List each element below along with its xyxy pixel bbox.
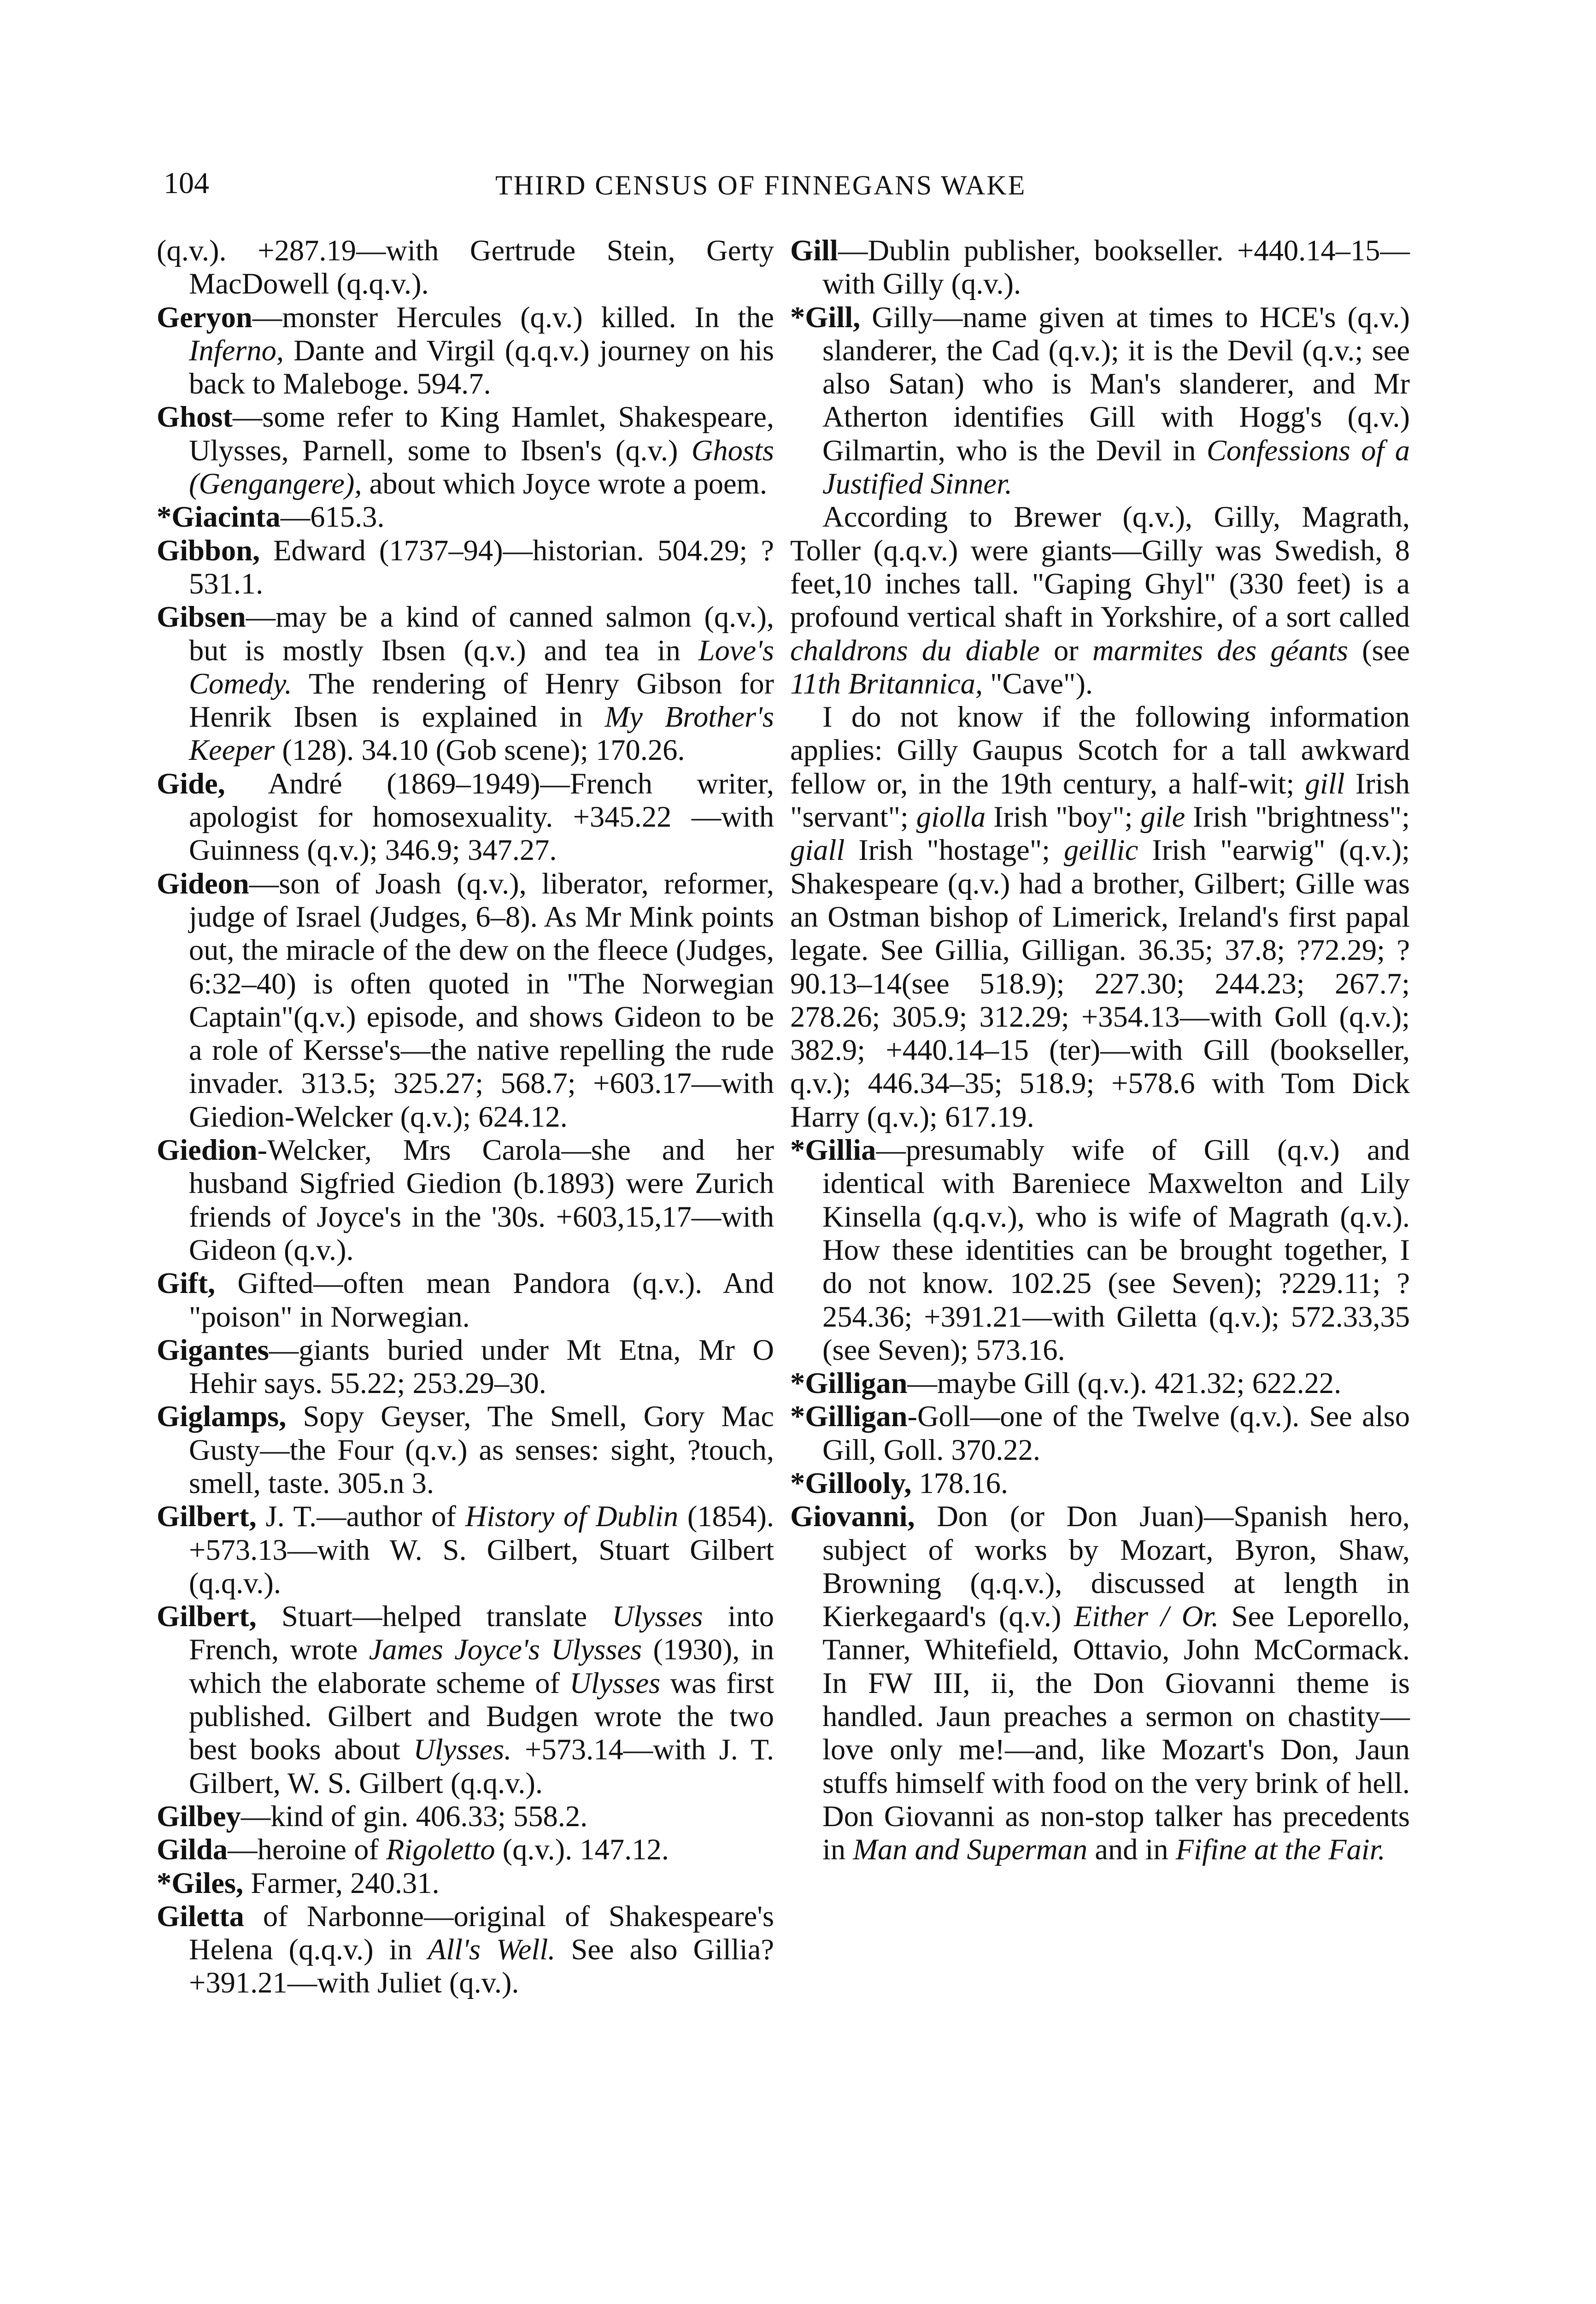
entry-paragraph [790,500,1410,700]
entry-text: -Welcker, Mrs Carola—she and her husband Sigfried Giedion (b.1893) were Zurich friends of Joyce's in the '30s. +603,15,17—with Gideon (q.v.). [189,1134,774,1266]
glossary-entry [157,1267,774,1334]
glossary-entry [790,1134,1410,1367]
entry-text: —heroine of Rigoletto (q.v.). 147.12. [228,1833,669,1866]
glossary-entry [157,1400,774,1500]
glossary-entry [790,1367,1410,1400]
glossary-entry [157,534,774,601]
entry-headword: Gilbert, [157,1500,257,1533]
entry-headword: *Giacinta [157,500,281,534]
glossary-entry [790,234,1410,301]
entry-text: —615.3. [280,500,385,534]
entry-text: Gilly—name given at times to HCE's (q.v.) slanderer, the Cad (q.v.); it is the Devil (q.v.; see also Satan) who is Man's slanderer, and Mr Atherton identifies Gill with Hogg's (q.v.) Gilmartin, who is the Devil in Confessions of a Justified Sinner. [822,300,1410,500]
right-column [790,234,1410,1867]
entry-headword: Gilda [157,1833,228,1866]
entry-headword: Gilbey [157,1799,241,1833]
glossary-entry [157,1500,774,1600]
entry-paragraph [790,700,1410,1134]
entry-text: (q.v.). +287.19—with Gertrude Stein, Gerty MacDowell (q.q.v.). [157,234,774,300]
glossary-entry [157,1833,774,1866]
entry-text: —monster Hercules (q.v.) killed. In the Inferno, Dante and Virgil (q.q.v.) journey on his back to Maleboge. 594.7. [189,300,774,400]
glossary-entry [157,234,774,301]
entry-headword: Gill [790,234,838,267]
glossary-entry [157,1134,774,1267]
entry-text: 178.16. [911,1466,1009,1499]
entry-headword: Giovanni, [790,1500,915,1533]
entry-text: —giants buried under Mt Etna, Mr O Hehir says. 55.22; 253.29–30. [189,1333,774,1400]
entry-text: J. T.—author of History of Dublin (1854). +573.13—with W. S. Gilbert, Stuart Gilbert (q.q.v.). [189,1500,774,1599]
entry-text: of Narbonne—original of Shakespeare's Helena (q.q.v.) in All's Well. See also Gillia? +391.21—with Juliet (q.v.). [189,1899,775,1999]
entry-text: I do not know if the following information applies: Gilly Gaupus Scotch for a tall awkward fellow or, in the 19th century, a half-wit; gill Irish "servant"; giolla Irish "boy"; gile Irish "brightness"; giall Irish "hostage"; geillic Irish "earwig" (q.v.); Shakespeare (q.v.) had a brother, Gilbert; Gille was an Ostman bishop of Limerick, Ireland's first papal legate. See Gillia, Gilligan. 36.35; 37.8; ?72.29; ?90.13–14(see 518.9); 227.30; 244.23; 267.7; 278.26; 305.9; 312.29; +354.13—with Goll (q.v.); 382.9; +440.14–15 (ter)—with Gill (bookseller, q.v.); 446.34–35; 518.9; +578.6 with Tom Dick Harry (q.v.); 617.19. [790,700,1410,1133]
left-column [157,234,774,2000]
glossary-entry [157,1867,774,1900]
entry-headword: *Gillooly, [790,1466,912,1499]
entry-headword: Gibbon, [157,534,260,567]
glossary-entry [157,767,774,867]
entry-headword: Gilbert, [157,1600,257,1633]
entry-text: —kind of gin. 406.33; 558.2. [241,1799,588,1833]
running-head: THIRD CENSUS OF FINNEGANS WAKE [495,170,1027,200]
entry-headword: *Gillia [790,1134,876,1167]
entry-headword: Giletta [157,1899,244,1933]
glossary-entry [157,1800,774,1833]
glossary-entry [157,600,774,767]
entry-text: Farmer, 240.31. [243,1866,440,1899]
entry-text: —presumably wife of Gill (q.v.) and identical with Bareniece Maxwelton and Lily Kinsella (q.q.v.), who is wife of Magrath (q.v.). How these identities can be brought together, I do not know. 102.25 (see Seven); ?229.11; ?254.36; +391.21—with Giletta (q.v.); 572.33,35 (see Seven); 573.16. [822,1134,1410,1366]
entry-headword: Gibsen [157,600,246,634]
entry-headword: Giedion [157,1134,258,1167]
entry-headword: *Giles, [157,1866,244,1899]
entry-headword: Geryon [157,300,252,334]
entry-text: Sopy Geyser, The Smell, Gory Mac Gusty—the Four (q.v.) as senses: sight, ?touch, smell, taste. 305.n 3. [189,1400,774,1499]
entry-text: —some refer to King Hamlet, Shakespeare, Ulysses, Parnell, some to Ibsen's (q.v.) Ghosts (Gengangere), about which Joyce wrote a poem. [189,400,774,500]
entry-headword: Gigantes [157,1333,269,1366]
glossary-entry [790,1500,1410,1866]
entry-text: —may be a kind of canned salmon (q.v.), but is mostly Ibsen (q.v.) and tea in Love's Comedy. The rendering of Henry Gibson for Henrik Ibsen is explained in My Brother's Keeper (128). 34.10 (Gob scene); 170.26. [189,600,774,767]
glossary-entry [157,500,774,534]
entry-headword: *Gill, [790,300,861,334]
entry-headword: Ghost [157,400,233,434]
entry-headword: Giglamps, [157,1400,287,1433]
glossary-entry [157,1600,774,1800]
entry-text: Edward (1737–94)—historian. 504.29; ?531.1. [189,534,774,600]
entry-text: André (1869–1949)—French writer, apologist for homosexuality. +345.22 —with Guinness (q.v.); 346.9; 347.27. [189,767,774,867]
entry-text: Don (or Don Juan)—Spanish hero, subject of works by Mozart, Byron, Shaw, Browning (q.q.v.), discussed at length in Kierkegaard's (q.v.) Either / Or. See Leporello, Tanner, Whitefield, Ottavio, John McCormack. In FW III, ii, the Don Giovanni theme is handled. Jaun preaches a sermon on chastity—love only me!—and, like Mozart's Don, Jaun stuffs himself with food on the very brink of hell. Don Giovanni as non-stop talker has precedents in Man and Superman and in Fifine at the Fair. [822,1500,1410,1866]
entry-headword: *Gilligan [790,1367,908,1400]
glossary-entry [157,400,774,500]
glossary-entry [790,1400,1410,1467]
entry-text: -Goll—one of the Twelve (q.v.). See also Gill, Goll. 370.22. [822,1400,1410,1466]
glossary-entry [157,1334,774,1400]
entry-text: Gifted—often mean Pandora (q.v.). And "poison" in Norwegian. [189,1267,774,1333]
entry-text: —Dublin publisher, bookseller. +440.14–15—with Gilly (q.v.). [822,234,1410,300]
glossary-entry [790,1467,1410,1500]
entry-text: According to Brewer (q.v.), Gilly, Magrath, Toller (q.q.v.) were giants—Gilly was Swedish, 8 feet,10 inches tall. "Gaping Ghyl" (330 feet) is a profound vertical shaft in Yorkshire, of a sort called chaldrons du diable or marmites des géants (see 11th Britannica, "Cave"). [790,500,1410,700]
entry-text: —son of Joash (q.v.), liberator, reformer, judge of Israel (Judges, 6–8). As Mr Mink points out, the miracle of the dew on the fleece (Judges, 6:32–40) is often quoted in "The Norwegian Captain"(q.v.) episode, and shows Gideon to be a role of Kersse's—the native repelling the rude invader. 313.5; 325.27; 568.7; +603.17—with Giedion-Welcker (q.v.); 624.12. [189,867,774,1133]
page-number: 104 [164,166,209,200]
entry-text: —maybe Gill (q.v.). 421.32; 622.22. [907,1367,1342,1400]
glossary-entry [157,1900,774,2000]
glossary-entry [157,301,774,401]
entry-headword: Gideon [157,867,249,900]
glossary-entry [790,301,1410,501]
glossary-entry [157,867,774,1134]
entry-headword: Gift, [157,1267,216,1300]
entry-headword: Gide, [157,767,225,800]
entry-headword: *Gilligan [790,1400,908,1433]
entry-text: Stuart—helped translate Ulysses into French, wrote James Joyce's Ulysses (1930), in which the elaborate scheme of Ulysses was first published. Gilbert and Budgen wrote the two best books about Ulysses. +573.14—with J. T. Gilbert, W. S. Gilbert (q.q.v.). [189,1600,774,1799]
